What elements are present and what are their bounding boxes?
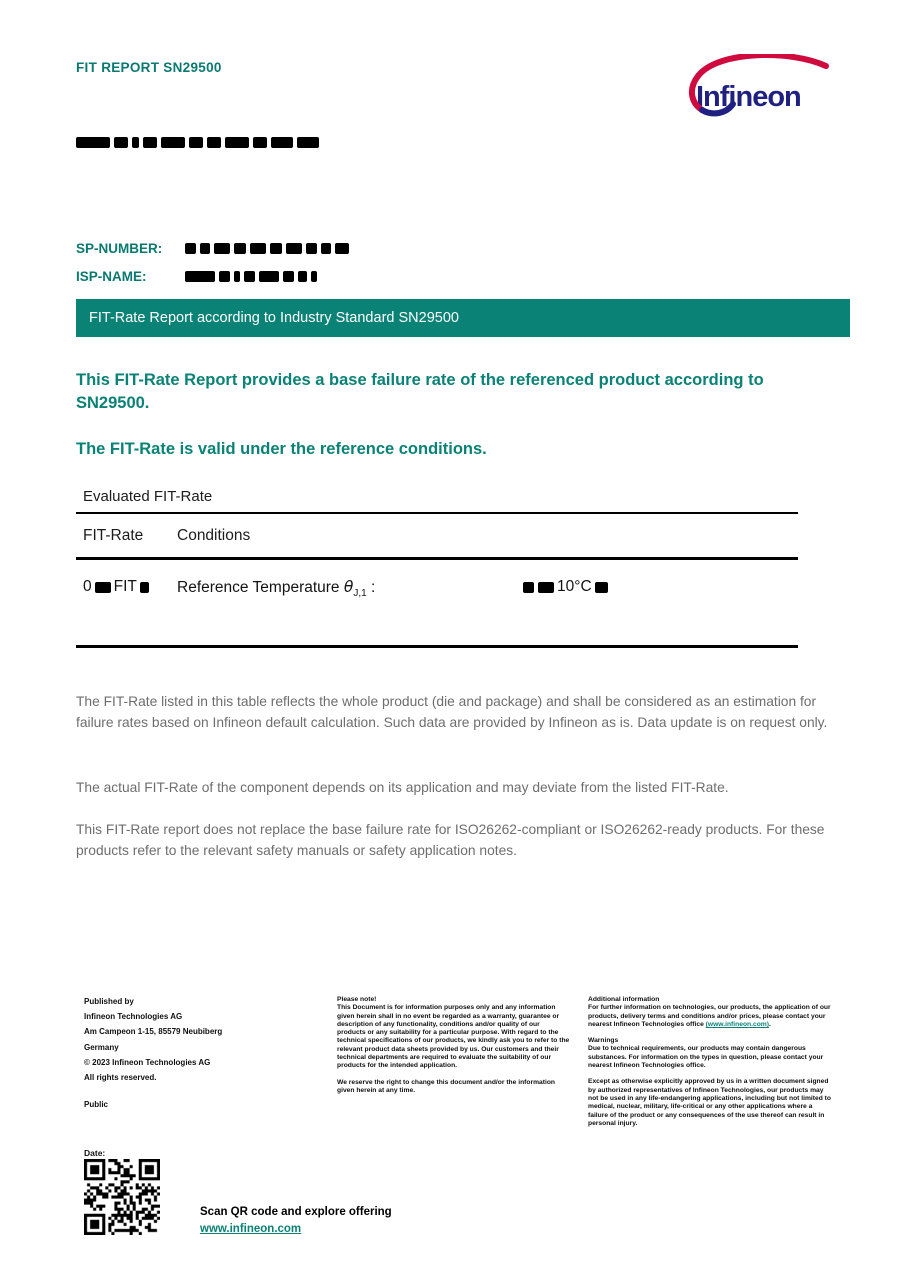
footer-additional-heading: Additional information — [588, 996, 660, 1003]
qr-scan-text: Scan QR code and explore offering — [200, 1206, 392, 1218]
product-name-redacted — [76, 137, 319, 148]
fit-rate-redacted — [95, 582, 111, 593]
body-paragraph-2: The actual FIT-Rate of the component depends on its application and may deviate from the listed FIT-Rate. — [76, 780, 729, 795]
sp-number-redacted — [185, 243, 349, 254]
infineon-logo — [674, 54, 834, 126]
footer-note-body: This Document is for information purposes only and any information given herein shall in no event be regarded as a warranty, guarantee or description of any functionality, conditions and/or quality of our products or any suitability for a particular purpose. With regard to the technical specifications of our products, we kindly ask you to refer to the relevant product data sheets provided by us. Our customers and their technical departments are required to evaluate the suitability of our products for the intended application. — [337, 1004, 570, 1070]
infineon-website-link[interactable]: www.infineon.com — [200, 1223, 302, 1235]
date-label: Date: — [84, 1148, 106, 1158]
sp-number-label: SP-NUMBER: — [76, 240, 163, 256]
condition-colon: : — [371, 579, 376, 596]
condition-value-cell — [523, 578, 608, 596]
temperature-redacted-after — [595, 582, 608, 593]
footer-additional-column — [588, 996, 834, 1128]
theta-symbol: θ — [343, 578, 354, 596]
sp-number-row — [76, 240, 349, 256]
column-header-conditions: Conditions — [177, 527, 251, 544]
standard-banner: FIT-Rate Report according to Industry Standard SN29500 — [76, 299, 850, 337]
infineon-logo-text: Infineon — [696, 81, 801, 113]
intro-heading-1 — [76, 369, 796, 415]
footer-published-line: Am Campeon 1-15, 85579 Neubiberg — [84, 1027, 223, 1037]
footer-published-line: Published by — [84, 997, 134, 1006]
footer-note-body2: We reserve the right to change this document and/or the information given herein at any time. — [337, 1078, 555, 1094]
report-title: FIT REPORT SN29500 — [76, 60, 222, 75]
footer-published-column — [84, 994, 274, 1085]
temperature-redacted-before — [523, 582, 554, 593]
qr-code — [84, 1159, 160, 1235]
footer-additional-text: For further information on technologies, our products, the application of our products, delivery terms and conditions and/or prices, please contact your nearest Infineon Technologies office — [588, 1004, 831, 1028]
footer-note-heading: Please note! — [337, 996, 377, 1003]
footer-additional-body — [588, 1004, 834, 1029]
isp-name-row — [76, 268, 317, 284]
body-paragraph-3: This FIT-Rate report does not replace the base failure rate for ISO26262-compliant or ISO26262-ready products. For these products refer to the relevant safety manuals or safety application notes. — [76, 822, 825, 859]
fit-rate-unit: FIT — [113, 578, 137, 595]
infineon-logo-graphic — [674, 54, 834, 126]
fit-rate-redacted-end — [140, 582, 149, 593]
isp-name-redacted — [185, 271, 317, 282]
footer-published-line: © 2023 Infineon Technologies AG — [84, 1057, 211, 1067]
footer-published-line: All rights reserved. — [84, 1073, 157, 1083]
table-bottom-rule — [76, 645, 798, 648]
fit-rate-cell — [83, 578, 149, 596]
condition-cell — [177, 578, 375, 599]
footer-disclaimer: Except as otherwise explicitly approved by us in a written document signed by authorized representatives of Infineon Technologies, our products may not be used in any life-endangering applications, including but not limited to medical, nuclear, military, life-critical or any other applications where a failure of the product or any consequences of the use thereof can result in personal injury. — [588, 1078, 831, 1127]
infineon-footer-link[interactable]: (www.infineon.com) — [705, 1020, 769, 1028]
column-header-fit-rate: FIT-Rate — [83, 527, 144, 544]
intro-heading-1-line2: SN29500. — [76, 394, 150, 412]
footer-warnings-heading: Warnings — [588, 1037, 619, 1045]
table-header-rule — [76, 557, 798, 560]
temperature-value: 10°C — [557, 578, 592, 595]
fit-rate-prefix: 0 — [83, 578, 92, 595]
footer-warnings-body: Due to technical requirements, our products may contain dangerous substances. For information on the types in question, please contact your nearest Infineon Technologies office. — [588, 1045, 824, 1070]
table-top-rule — [76, 512, 798, 514]
classification-label: Public — [84, 1100, 109, 1109]
intro-heading-1-line1: This FIT-Rate Report provides a base failure rate of the referenced product according to — [76, 371, 764, 389]
table-section-title: Evaluated FIT-Rate — [83, 488, 213, 505]
body-paragraph-1: The FIT-Rate listed in this table reflects the whole product (die and package) and shall be considered as an estimation for failure rates based on Infineon default calculation. Such data are provided by Infineon as is. Data update is on request only. — [76, 694, 828, 731]
footer-published-line: Germany — [84, 1042, 119, 1052]
footer-additional-text-end: . — [768, 1020, 771, 1028]
intro-heading-2: The FIT-Rate is valid under the reference conditions. — [76, 440, 487, 458]
theta-subscript: J,1 — [353, 588, 367, 600]
footer-published-line: Infineon Technologies AG — [84, 1012, 183, 1022]
footer-note-column — [337, 996, 570, 1095]
condition-label: Reference Temperature — [177, 579, 340, 596]
isp-name-label: ISP-NAME: — [76, 268, 147, 284]
